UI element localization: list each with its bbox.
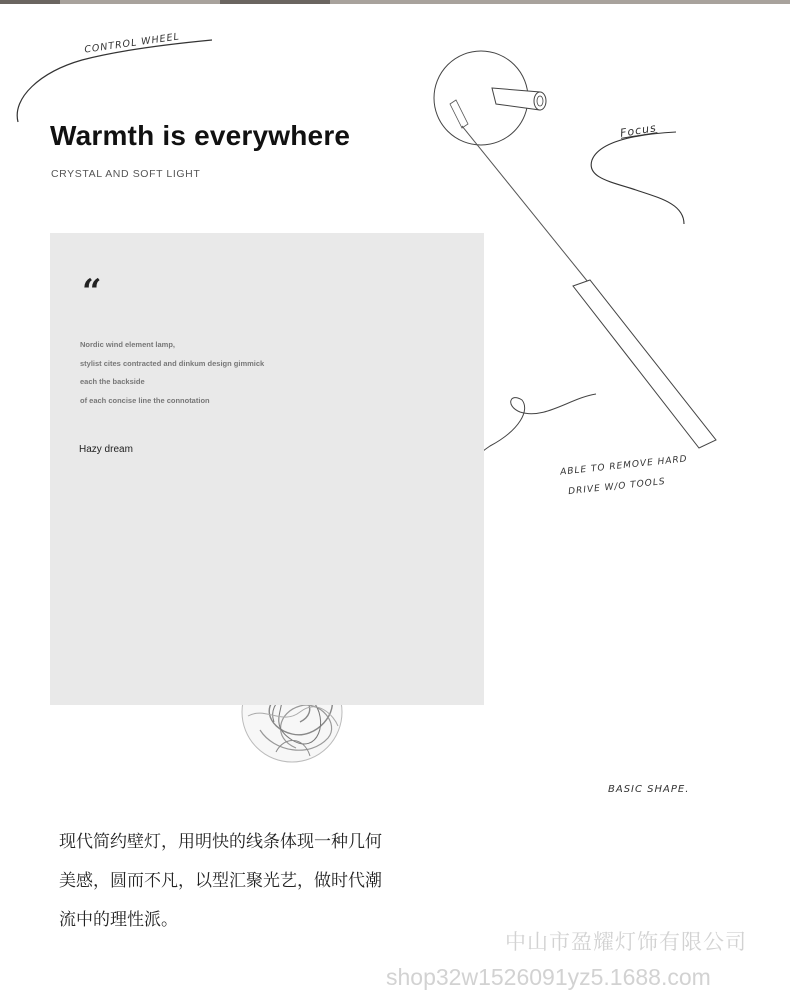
watermark-url: shop32w1526091yz5.1688.com bbox=[386, 964, 711, 990]
basic-shape-bottom-note: BASIC SHAPE. bbox=[608, 784, 690, 795]
description-line: 现代简约壁灯，用明快的线条体现一种几何 bbox=[59, 832, 382, 852]
product-description bbox=[59, 823, 382, 940]
panel-line: of each concise line the connotation bbox=[80, 395, 210, 405]
feature-panel bbox=[50, 233, 484, 705]
focus-swoosh bbox=[591, 132, 684, 224]
page-subtitle: CRYSTAL AND SOFT LIGHT bbox=[51, 168, 201, 180]
panel-line: each the backside bbox=[80, 377, 145, 386]
panel-line: Nordic wind element lamp, bbox=[80, 340, 176, 349]
focus-note: Focus bbox=[619, 121, 658, 140]
panel-description bbox=[80, 336, 264, 410]
remove-note-line1: ABLE TO REMOVE HARD bbox=[559, 454, 689, 478]
control-wheel-note: CONTROL WHEEL bbox=[83, 31, 181, 56]
panel-caption: Hazy dream bbox=[79, 444, 133, 455]
description-line: 美感，圆而不凡，以型汇聚光艺，做时代潮 bbox=[59, 871, 382, 891]
watermark-company: 中山市盈耀灯饰有限公司 bbox=[505, 930, 747, 954]
description-line: 流中的理性派。 bbox=[59, 910, 178, 930]
page-title: Warmth is everywhere bbox=[50, 120, 351, 151]
control-wheel-swoosh bbox=[17, 40, 212, 122]
quote-icon: “ bbox=[82, 272, 102, 312]
panel-line: stylist cites contracted and dinkum design gimmick bbox=[80, 358, 265, 368]
remove-note-line2: DRIVE W/O TOOLS bbox=[567, 476, 667, 498]
